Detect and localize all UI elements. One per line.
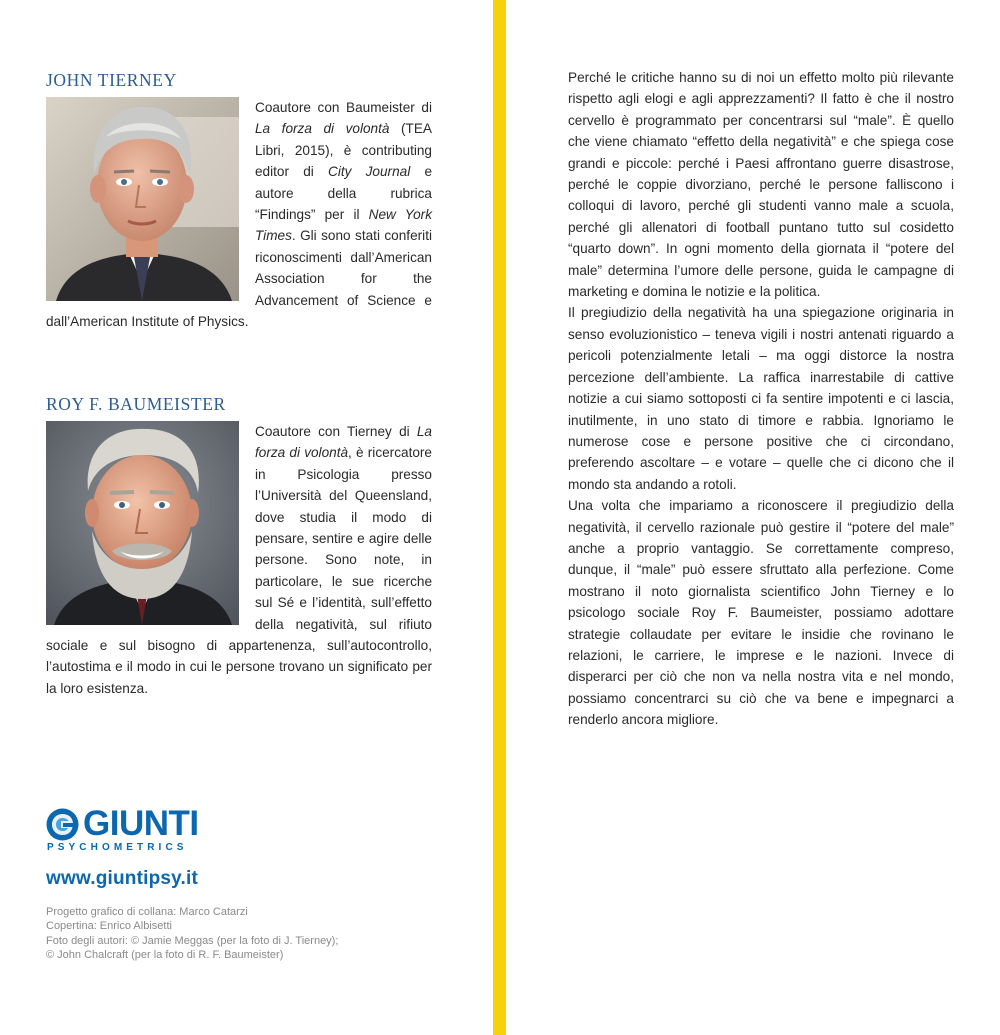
- credit-line: Copertina: Enrico Albisetti: [46, 920, 172, 933]
- back-cover-blurb: [568, 67, 954, 731]
- website-link[interactable]: www.giuntipsy.it: [46, 868, 199, 889]
- bio-segment: Coautore con Baumeister di: [255, 100, 432, 115]
- author-name-tierney: JOHN TIERNEY: [46, 70, 177, 90]
- credit-line: Progetto grafico di collana: Marco Catarzi: [46, 906, 248, 918]
- bio-magazine-title: City Journal: [328, 164, 411, 180]
- logo-wordmark: GIUNTI: [83, 804, 199, 843]
- yellow-spine-divider: [493, 0, 506, 1035]
- giunti-g-icon: [46, 808, 79, 841]
- bio-segment: , è ricercatore in Psicologia presso l’Università del Queensland, dove studia il modo di pensare, sentire e agire delle persone. Sono note, in particolare, le sue ricerche sul Sé e l’identità, sull’effetto della negatività, sul rifiuto sociale e sul bisogno di appartenenza, sull’autocontrollo, l’autostima e il modo in cui le persone trovano un significato per la loro esistenza.: [46, 445, 432, 696]
- giunti-logo: [46, 804, 206, 858]
- author-bio-baumeister: [46, 421, 432, 699]
- bio-segment: (TEA Libri, 2015), è contributing editor di: [255, 121, 432, 180]
- portrait-icon: [46, 421, 239, 625]
- portrait-photo-baumeister: [46, 421, 239, 625]
- blurb-paragraph: Una volta che impariamo a riconoscere il pregiudizio della negatività, il cervello razionale può gestire il “potere del male” anche a proprio vantaggio. Se correttamente compreso, dunque, il “male” può essere sfruttato alla perfezione. Come mostrano il noto giornalista scientifico John Tierney e lo psicologo sociale Roy F. Baumeister, possiamo adottare strategie collaudate per evitare le insidie che rovinano le relazioni, le carriere, le imprese e le nazioni. Invece di disperarci per ciò che non va nella nostra vita e nel mondo, possiamo concentrarci su ciò che va bene e impegnarci a renderlo ancora migliore.: [568, 498, 954, 728]
- bio-newspaper-title: New York Times: [255, 207, 432, 244]
- credits-block: [46, 905, 446, 963]
- bio-segment: e autore della rubrica “Findings” per il: [255, 164, 433, 223]
- credit-line: © John Chalcraft (per la foto di R. F. Baumeister): [46, 949, 284, 962]
- bio-segment: Coautore con Tierney di: [255, 424, 417, 439]
- blurb-paragraph: Perché le critiche hanno su di noi un effetto molto più rilevante rispetto agli elogi e agli apprezzamenti? Il fatto è che il nostro cervello è programmato per concentrarsi sul “male”. È quello che viene chiamato “effetto della negatività” e che spiega cose grandi e piccole: perché i Paesi affrontano guerre disastrose, perché le coppie divorziano, perché le persone falliscono i colloqui di lavoro, perché gli studenti vanno male a scuola, perché gli allenatori di football puntano tutto sul cosidetto “quarto down”. In ogni momento della giornata il “potere del male” determina l’umore delle persone, guida le campagne di marketing e domina le notizie e la politica.: [568, 70, 954, 300]
- portrait-photo-tierney: [46, 97, 239, 301]
- bio-book-title: La forza di volontà: [255, 424, 432, 461]
- blurb-paragraph: Il pregiudizio della negatività ha una spiegazione originaria in senso evoluzionistico – teneva vigili i nostri antenati riguardo a pericoli potenzialmente letali – ma oggi distorce la nostra percezione dell’ambiente. La raffica inarrestabile di cattive notizie a cui siamo sottoposti ci fa sentire impotenti e ci lascia, inutilmente, in uno stato di timore e rabbia. Ignoriamo le numerose cose e persone positive che ci circondano, preferendo ascoltare – e votare – quelle che ci dicono che il mondo sta andando a rotoli.: [568, 305, 954, 492]
- bio-segment: . Gli sono stati conferiti riconoscimenti dall’American Association for the Advancement of Science e dall’American Institute of Physics.: [46, 228, 432, 330]
- author-name-baumeister: ROY F. BAUMEISTER: [46, 394, 226, 414]
- portrait-icon: [46, 97, 239, 301]
- credit-line: Foto degli autori: © Jamie Meggas (per la foto di J. Tierney);: [46, 934, 339, 947]
- logo-subtitle: PSYCHOMETRICS: [47, 842, 188, 853]
- bio-book-title: La forza di volontà: [255, 121, 390, 137]
- author-bio-tierney: [46, 97, 432, 332]
